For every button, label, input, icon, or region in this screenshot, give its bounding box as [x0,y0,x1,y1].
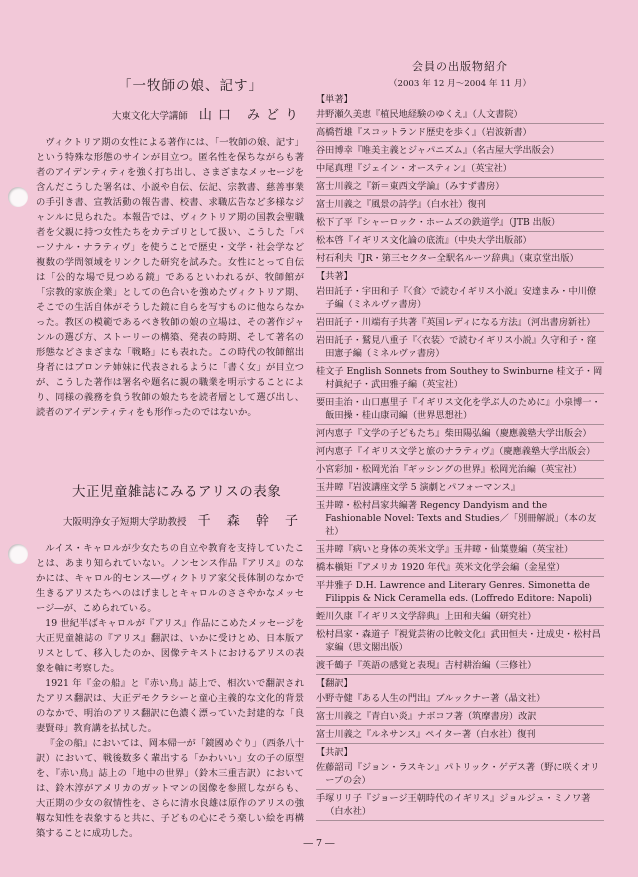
article2-affiliation: 大阪明浄女子短期大学助教授 [63,517,187,528]
publication-entry: 岩田託子・川端有子共著『英国レディになる方法』（河出書房新社） [316,314,604,332]
publication-entry: 要田圭治・山口惠里子『イギリス文化を学ぶ人のために』小泉博一・飯田操・桂山康司編（世界思想社） [316,394,604,425]
publication-entry: 佐藤韶司『ジョン・ラスキン』パトリック・ゲデス著（野に咲くオリーブの会） [316,759,604,790]
publication-entry: 松下了平『シャーロック・ホームズの鉄道学』（JTB 出版） [316,214,604,232]
publications-column [316,58,604,821]
article2-author-line [36,510,304,529]
article2-paragraph: 1921 年『金の船』と『赤い鳥』誌上で、相次いで翻訳されたアリス翻訳は、大正デモクラシーと童心主義的な文化的背景のなかで、明治のアリス翻訳に色濃く漂っていた封建的な「良妻賢母」教育講を払拭した。 [36,678,304,734]
publication-entry: 平井雅子 D.H. Lawrence and Literary Genres. Simonetta de Filippis & Nick Ceramella eds. (Loffredo Editore: Napoli) [316,577,604,608]
publication-entry: 玉井暲・松村昌家共編著 Regency Dandyism and the Fashionable Novel: Texts and Studies／「別冊解説」（本の友社） [316,497,604,541]
article1-author-line [36,104,304,123]
page-number: ― 7 ― [303,838,335,849]
article2-paragraph: ルイス・キャロルが少女たちの自立や教育を支持していたことは、あまり知られていない。ノンセンス作品『アリス』のなかには、キャロル的センス―ヴィクトリア家父長体制のなかで生きるアリスたちへのはげましとキャロルのささやかなメッセージ―が、こめられている。 [36,543,304,614]
publication-entry: 蛭川久康『イギリス文学辞典』上田和夫編（研究社） [316,608,604,626]
article1-body [36,135,304,420]
publication-category-heading: 【翻訳】 [316,678,353,689]
publication-category-heading: 【共訳】 [316,747,353,758]
publication-entry: 小宮彩加・松岡光治『ギッシングの世界』松岡光治編（英宝社） [316,461,604,479]
publication-entry: 富士川義之『ルネサンス』ペイター著（白水社）復刊 [316,726,604,744]
punch-hole [8,544,28,564]
publication-entry: 松本啓『イギリス文化論の底流』（中央大学出版部） [316,232,604,250]
publications-list [316,93,604,821]
article2-author: 千 森 幹 子 [197,514,304,529]
publication-entry: 高橋哲雄『スコットランド歴史を歩く』（岩波新書） [316,124,604,142]
publications-period: （2003 年 12 月～2004 年 11 月） [388,79,532,89]
publication-entry: 渡千鶴子『英語の感覚と表現』吉村耕治編（三修社） [316,657,604,675]
publication-entry: 桂文子 English Sonnets from Southey to Swinburne 桂文子・岡村眞紀子・武田雅子編（英宝社） [316,363,604,394]
publication-entry: 富士川義之『風景の詩学』（白水社）復刊 [316,196,604,214]
publication-category-heading: 【共著】 [316,271,353,282]
publication-entry: 手塚リリ子『ジョージ王朝時代のイギリス』ジョルジュ・ミノワ著（白水社） [316,790,604,821]
publications-title: 会員の出版物紹介 [412,60,508,73]
article2-paragraph: 19 世紀半ばキャロルが『アリス』作品にこめたメッセージを大正児童雑誌の『アリス』翻訳は、いかに受けとめ、日本版アリスとして、移入したのか、図像テキストにおけるアリスの表象を軸に考察した。 [36,618,304,674]
article1-author: 山口 みどり [198,108,304,123]
article1-paragraph: ヴィクトリア期の女性による著作には、「一牧師の娘、記す」という特殊な形態のサインが目立つ。匿名性を保ちながらも著者のアイデンティティを強く打ち出し、さまざまなメッセージを含んだこうした署名は、小説や自伝、伝記、宗教書、慈善事業の手引き書、宣教活動の報告書、校書、求職広告など多様なジャンルに見られた。本報告では、ヴィクトリア期の国教会聖職者を父親に持つ女性たちをカテゴリとして扱い、こうした「パーソナル・ナラティヴ」を使うことで歴史・文学・社会学など複数の学問領域をリンクした研究を試みた。女性にとって自伝は「公的な場で見つめる鏡」であるといわれるが、牧師館が「宗教的家族企業」としての色合いを強めたヴィクトリア期、そこでの生活自体がそうした鏡に自らを写すものに他ならなかった。教区の模範であるべき牧師の娘の立場は、その著作ジャンルの選び方、ストーリーの構築、発表の時期、そして著名の形態などさまざまな「戦略」にも表れた。この時代の牧師館出身者にはブロンテ姉妹に代表されるように「書く女」が目立つが、こうした著作は署名や題名に親の職業を明示することにより、同様の義務を負う牧師の娘たちを読者層として選び出し、読者のアイデンティティをも形作ったのではないか。 [36,137,304,418]
article2-body [36,541,304,841]
publication-entry: 河内恵子『イギリス文学と旅のナラティヴ』（慶應義塾大学出版会） [316,443,604,461]
article1-affiliation: 大東文化大学講師 [111,111,188,122]
publication-entry: 岩田託子・鷲見八重子『〈衣装〉で読むイギリス小説』久守和子・窪田憲子編（ミネルヴァ書房） [316,332,604,363]
publication-entry: 岩田託子・宇田和子『〈食〉で読むイギリス小説』安達まみ・中川僚子編（ミネルヴァ書房） [316,283,604,314]
article2-paragraph: 『金の船』においては、岡本帰一が「鏡國めぐり」（西条八十訳）において、戦後数多く輩出する「かわいい」女の子の原型を、『赤い鳥』誌上の「地中の世界」（鈴木三重吉訳）においては、鈴木淳がアメリカのガットマンの図像を参照しながらも、大正期の少女の叙情性を、さらに清水良雄は原作のアリスの強靱な知性を表象すると共に、子どもの心にそう楽しい絵を再構築することに成功した。 [36,738,304,839]
publication-entry: 玉井暲『岩波講座文学 5 演劇とパフォーマンス』 [316,479,604,497]
left-column [36,60,304,841]
publication-entry: 小野寺健『ある人生の門出』ブルックナー著（晶文社） [316,690,604,708]
article1-title: 「一牧師の娘、記す」 [118,78,263,94]
article2-title: 大正児童雑誌にみるアリスの表象 [72,484,282,500]
publication-entry: 富士川義之『青白い炎』ナボコフ著（筑摩書房）改訳 [316,708,604,726]
publication-entry: 村石利夫『JR・第三セクター全駅名ルーツ辞典』（東京堂出版） [316,250,604,268]
publication-entry: 河内恵子『文学の子どもたち』柴田陽弘編（慶應義塾大学出版会） [316,425,604,443]
publication-entry: 中尾真理『ジェイン・オースティン』（英宝社） [316,160,604,178]
publication-entry: 橋本槇矩『アメリカ 1920 年代』英米文化学会編（金星堂） [316,559,604,577]
publication-entry: 富士川義之『新＝東西文学論』（みすず書房） [316,178,604,196]
publication-entry: 玉井暲『病いと身体の英米文学』玉井暲・仙葉豊編（英宝社） [316,541,604,559]
publication-entry: 谷田博幸『唯美主義とジャパニズム』（名古屋大学出版会） [316,142,604,160]
publication-entry: 松村昌家・森道子『視覚芸術の比較文化』武田恒夫・辻成史・松村昌家編（思文閣出版） [316,626,604,657]
publication-category-heading: 【単著】 [316,94,353,105]
punch-hole [8,187,28,207]
publication-entry: 井野瀬久美恵『植民地経験のゆくえ』（人文書院） [316,106,604,124]
